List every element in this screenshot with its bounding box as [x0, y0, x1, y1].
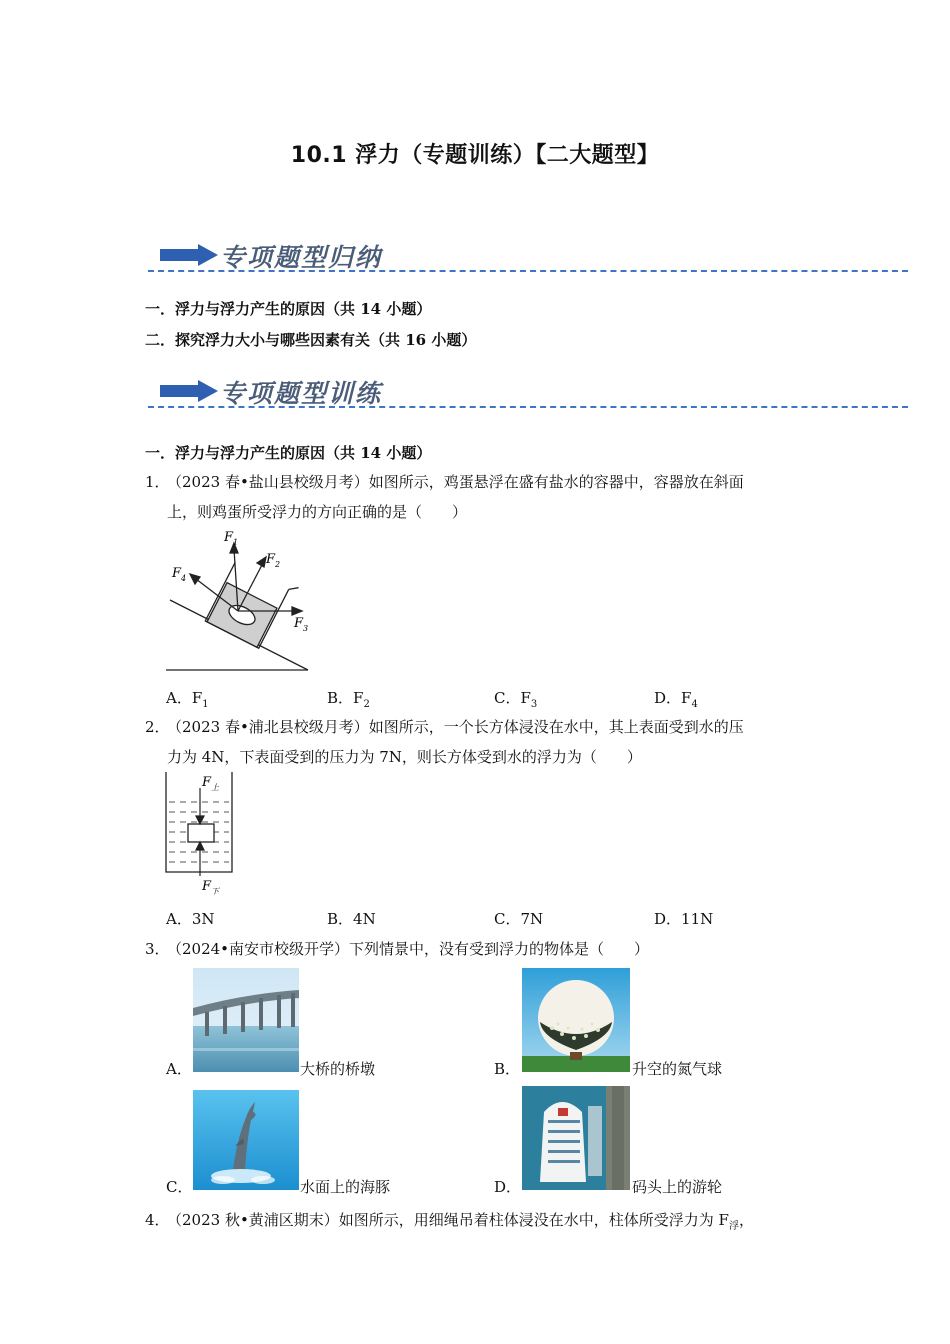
question-text: （2023 秋•黄浦区期末）如图所示，用细绳吊着柱体浸没在水中，柱体所受浮力为 F [167, 1211, 729, 1229]
question-number: 3． [145, 940, 170, 958]
option-subscript: 4 [691, 699, 698, 710]
toc-item-2: 二．探究浮力大小与哪些因素有关（共 16 小题） [145, 331, 477, 349]
section-banner-summary [148, 236, 908, 276]
dashed-divider [148, 270, 908, 272]
option-a[interactable] [166, 687, 209, 710]
force-label-f1: $F_1$ [224, 530, 239, 547]
question-text-tail: ， [738, 1211, 754, 1229]
question-1 [145, 467, 810, 527]
question-text: （2024•南安市校级开学）下列情景中，没有受到浮力的物体是（ ） [167, 940, 650, 958]
question-text: 上，则鸡蛋所受浮力的方向正确的是（ ） [167, 503, 468, 521]
option-d-letter[interactable]: D． [494, 1178, 522, 1196]
dashed-divider [148, 406, 908, 408]
question-text: （2023 春•浦北县校级月考）如图所示，一个长方体浸没在水中，其上表面受到水的压 [167, 718, 744, 736]
option-c[interactable] [494, 687, 537, 710]
arrow-right-icon [160, 380, 218, 402]
option-label: A．F [166, 689, 203, 707]
option-label: D．F [654, 689, 692, 707]
section-heading: 一．浮力与浮力产生的原因（共 14 小题） [145, 444, 432, 462]
option-b-caption: 升空的氮气球 [632, 1060, 723, 1078]
cruise-ship-image [522, 1086, 630, 1190]
option-d[interactable] [654, 687, 698, 710]
question-4 [145, 1205, 825, 1242]
option-a[interactable]: A．3N [166, 910, 215, 928]
page-title: 10.1 浮力（专题训练）【二大题型】 [290, 143, 660, 168]
q2-figure [162, 772, 242, 897]
option-subscript: 1 [202, 699, 209, 710]
option-label: C．F [494, 689, 531, 707]
q1-figure [162, 527, 322, 677]
option-subscript: 2 [363, 699, 370, 710]
dolphin-image [193, 1090, 299, 1190]
question-3 [145, 934, 810, 964]
option-b[interactable] [327, 687, 370, 710]
option-a-caption: 大桥的桥墩 [300, 1060, 376, 1078]
option-d-caption: 码头上的游轮 [632, 1178, 723, 1196]
force-label-f3: $F_3$ [294, 616, 309, 633]
option-subscript: 3 [530, 699, 538, 710]
option-label: B．F [327, 689, 364, 707]
banner-title: 专项题型归纳 [220, 243, 383, 272]
question-text: （2023 春•盐山县校级月考）如图所示，鸡蛋悬浮在盛有盐水的容器中，容器放在斜面 [167, 473, 744, 491]
question-number: 2． [145, 718, 170, 736]
question-number: 4． [145, 1211, 170, 1229]
option-c-letter[interactable]: C． [166, 1178, 193, 1196]
arrow-right-icon [160, 244, 218, 266]
question-text: 力为 4N，下表面受到的压力为 7N，则长方体受到水的浮力为（ ） [167, 748, 642, 766]
option-c-caption: 水面上的海豚 [300, 1178, 391, 1196]
banner-title: 专项题型训练 [220, 379, 383, 408]
toc-item-1: 一．浮力与浮力产生的原因（共 14 小题） [145, 300, 432, 318]
section-banner-training [148, 372, 908, 412]
question-2 [145, 712, 810, 772]
force-label-top: $F_上$ [202, 775, 220, 792]
option-b-letter[interactable]: B． [494, 1060, 521, 1078]
option-d[interactable]: D．11N [654, 910, 714, 928]
force-label-f2: $F_2$ [266, 552, 281, 569]
option-a-letter[interactable]: A． [166, 1060, 192, 1078]
option-b[interactable]: B．4N [327, 910, 376, 928]
force-label-f4: $F_4$ [172, 566, 187, 583]
option-c[interactable]: C．7N [494, 910, 544, 928]
force-label-bottom: $F_下$ [202, 879, 220, 896]
question-subscript: 浮 [728, 1221, 739, 1232]
question-number: 1． [145, 473, 170, 491]
helium-balloon-image [522, 968, 630, 1072]
bridge-pier-image [193, 968, 299, 1072]
